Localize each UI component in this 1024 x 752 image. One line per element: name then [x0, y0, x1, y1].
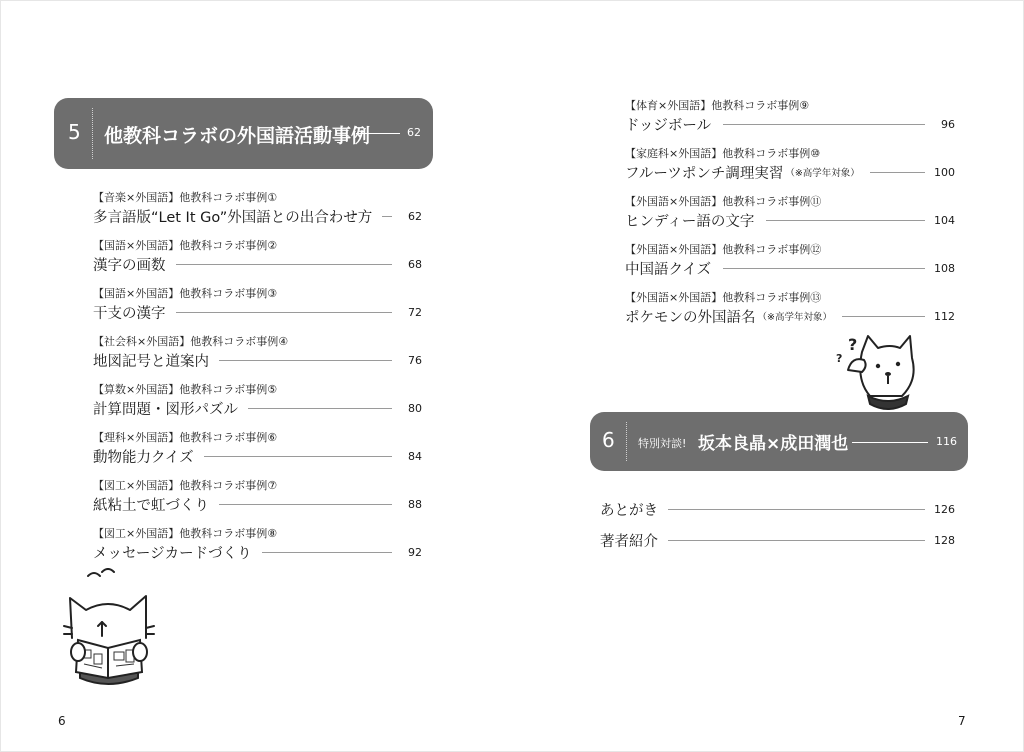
toc-entry-10[interactable] [625, 145, 955, 185]
entry-category: 【家庭科×外国語】他教科コラボ事例⑩ [625, 147, 821, 160]
leader-line [723, 268, 925, 269]
entry-category: 【外国語×外国語】他教科コラボ事例⑪ [625, 195, 822, 208]
entry-page: 128 [934, 533, 955, 547]
page-number-left: 6 [58, 714, 66, 728]
leader-line [262, 552, 392, 553]
leader-line [176, 312, 393, 313]
chapter-6-number: 6 [602, 428, 615, 452]
entry-page: 126 [934, 502, 955, 516]
svg-text:?: ? [848, 335, 858, 354]
chapter-6-page: 116 [936, 435, 957, 448]
dog-thinking-illustration [834, 330, 920, 412]
toc-entry-5[interactable] [93, 381, 422, 421]
chapter-5-header[interactable] [54, 98, 433, 169]
entry-title: ポケモンの外国語名 [625, 309, 756, 326]
toc-entry-3[interactable] [93, 285, 422, 325]
entry-page: 100 [934, 165, 955, 179]
leader-line [766, 220, 925, 221]
entry-category: 【理科×外国語】他教科コラボ事例⑥ [93, 431, 278, 444]
chapter-5-number: 5 [68, 120, 81, 144]
toc-entry-9[interactable] [625, 97, 955, 137]
chapter-divider [92, 108, 93, 159]
entry-title: 中国語クイズ [625, 261, 712, 278]
entry-title: 多言語版“Let It Go”外国語との出合わせ方 [93, 209, 373, 226]
leader-line [248, 408, 392, 409]
entry-page: 80 [408, 401, 422, 415]
leader-line [723, 124, 925, 125]
leader-line [356, 133, 400, 134]
chapter-6-header[interactable] [590, 412, 968, 471]
entry-title: 漢字の画数 [93, 257, 166, 274]
entry-page: 72 [408, 305, 422, 319]
chapter-5-page: 62 [407, 126, 421, 139]
entry-title: 著者紹介 [600, 533, 658, 550]
toc-entry-11[interactable] [625, 193, 955, 233]
toc-entry-7[interactable] [93, 477, 422, 517]
chapter-6-title: 坂本良晶×成田潤也 [698, 434, 849, 454]
entry-page: 112 [934, 309, 955, 323]
page-number-right: 7 [958, 714, 966, 728]
toc-entry-6[interactable] [93, 429, 422, 469]
entry-title: メッセージカードづくり [93, 545, 252, 562]
leader-line [382, 216, 392, 217]
toc-entry-authors[interactable] [600, 529, 955, 551]
entry-title: 地図記号と道案内 [93, 353, 209, 370]
toc-entry-13[interactable] [625, 289, 955, 329]
chapter-6-subtitle: 特別対談! [638, 437, 687, 450]
entry-page: 104 [934, 213, 955, 227]
entry-note: （※高学年対象） [785, 168, 860, 179]
entry-category: 【社会科×外国語】他教科コラボ事例④ [93, 335, 289, 348]
entry-category: 【音楽×外国語】他教科コラボ事例① [93, 191, 278, 204]
entry-category: 【体育×外国語】他教科コラボ事例⑨ [625, 99, 810, 112]
leader-line [219, 360, 392, 361]
toc-entry-12[interactable] [625, 241, 955, 281]
leader-line [668, 540, 925, 541]
chapter-5-title: 他教科コラボの外国語活動事例 [104, 125, 371, 147]
entry-title: 紙粘土で虹づくり [93, 497, 209, 514]
toc-entry-8[interactable] [93, 525, 422, 565]
leader-line [870, 172, 925, 173]
entry-title: ヒンディー語の文字 [625, 213, 755, 230]
entry-category: 【図工×外国語】他教科コラボ事例⑦ [93, 479, 278, 492]
leader-line [842, 316, 925, 317]
entry-title: 干支の漢字 [93, 305, 166, 322]
entry-category: 【外国語×外国語】他教科コラボ事例⑫ [625, 243, 822, 256]
entry-category: 【外国語×外国語】他教科コラボ事例⑬ [625, 291, 822, 304]
entry-page: 96 [941, 117, 955, 131]
leader-line [204, 456, 392, 457]
leader-line [668, 509, 925, 510]
svg-text:?: ? [836, 352, 843, 365]
entry-page: 68 [408, 257, 422, 271]
entry-note: （※高学年対象） [757, 312, 832, 323]
entry-category: 【算数×外国語】他教科コラボ事例⑤ [93, 383, 278, 396]
entry-title: 計算問題・図形パズル [93, 401, 238, 418]
leader-line [176, 264, 393, 265]
toc-entry-1[interactable] [93, 189, 422, 229]
entry-title: ドッジボール [625, 117, 712, 134]
toc-entry-2[interactable] [93, 237, 422, 277]
entry-title: 動物能力クイズ [93, 449, 194, 466]
toc-entry-afterword[interactable] [600, 498, 955, 520]
entry-page: 84 [408, 449, 422, 463]
entry-title: フルーツポンチ調理実習 [625, 165, 784, 182]
entry-category: 【図工×外国語】他教科コラボ事例⑧ [93, 527, 278, 540]
entry-page: 62 [408, 209, 422, 223]
entry-page: 92 [408, 545, 422, 559]
leader-line [852, 442, 928, 443]
entry-page: 88 [408, 497, 422, 511]
entry-category: 【国語×外国語】他教科コラボ事例② [93, 239, 278, 252]
toc-entry-4[interactable] [93, 333, 422, 373]
cat-reading-illustration [58, 568, 168, 690]
entry-category: 【国語×外国語】他教科コラボ事例③ [93, 287, 278, 300]
entry-page: 108 [934, 261, 955, 275]
chapter-divider [626, 422, 627, 461]
entry-title: あとがき [600, 502, 658, 519]
leader-line [219, 504, 392, 505]
entry-page: 76 [408, 353, 422, 367]
